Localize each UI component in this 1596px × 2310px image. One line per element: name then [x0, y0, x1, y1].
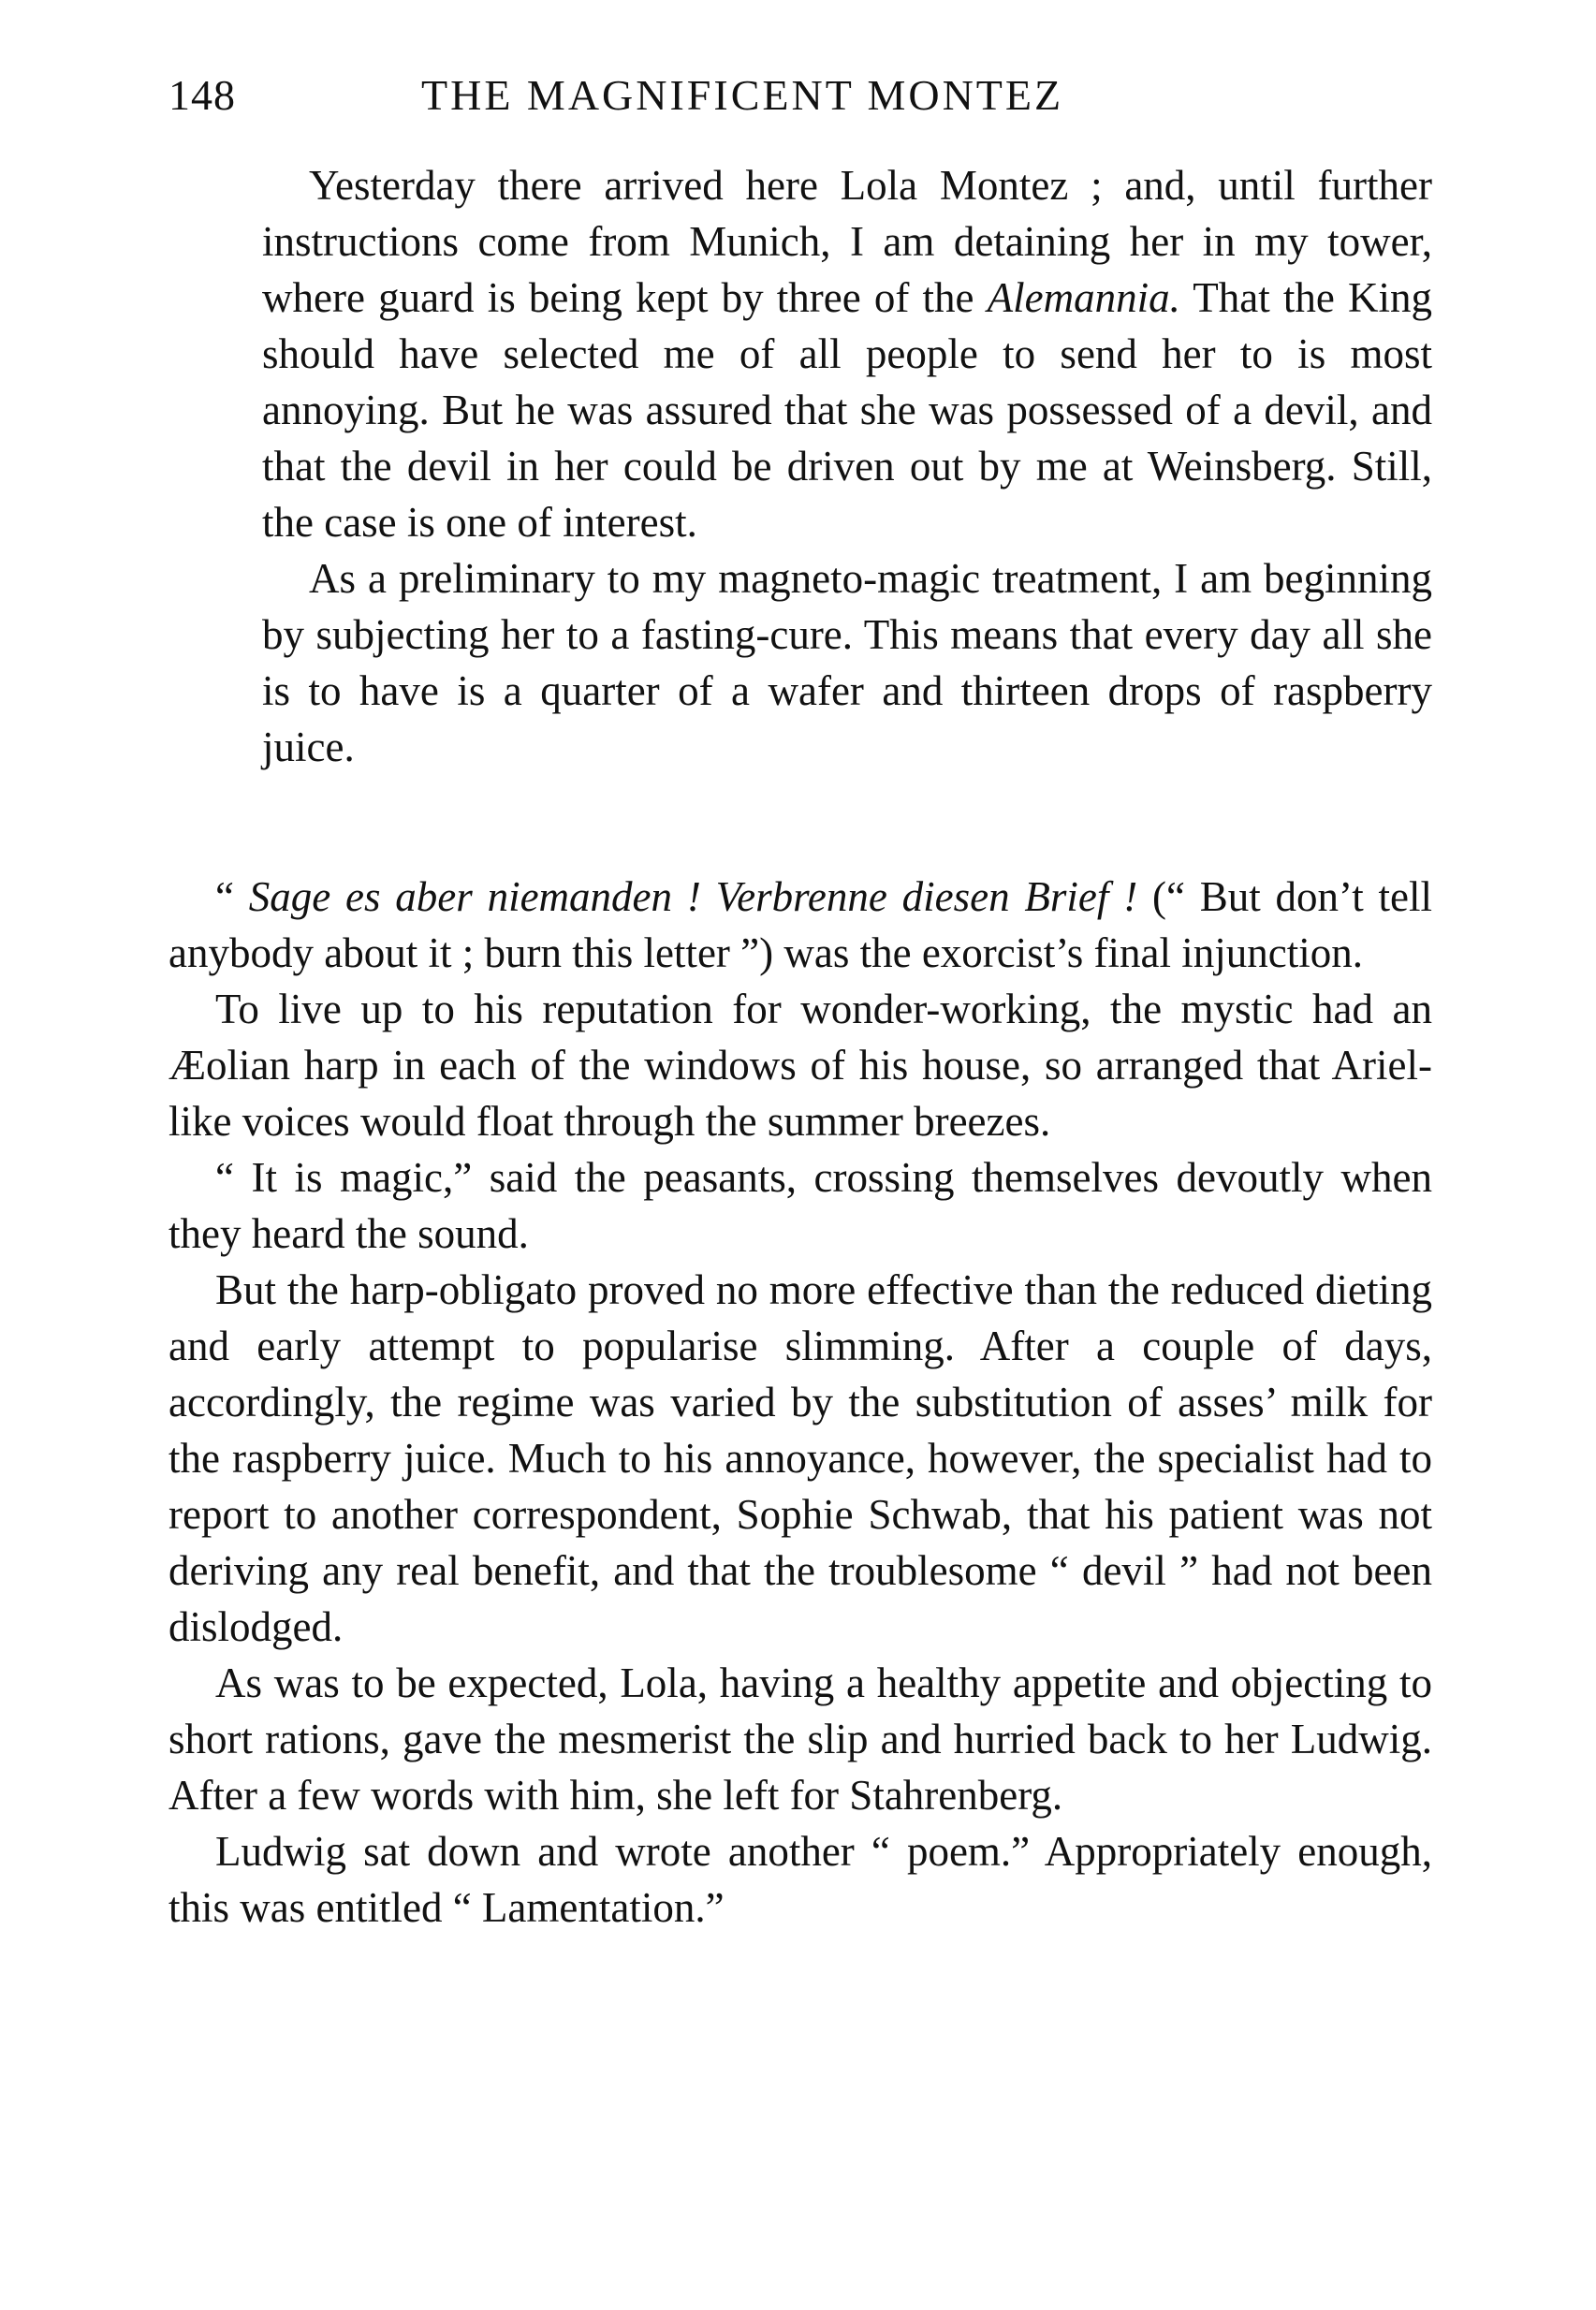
quote-text: Yesterday there arrived here Lola Montez ; and, until further instructions come from Munich, I am detaining her in my tower, where guard is being kept by three of the [262, 162, 1432, 321]
body-paragraph-4: But the harp-obligato proved no more effective than the reduced dieting and early attempt to popularise slimming. After a couple of days, accordingly, the regime was varied by the substitution of asses’ milk for the raspberry juice. Much to his annoyance, however, the specialist had to report to another correspondent, Sophie Schwab, that his patient was not deriving any real benefit, and that the troublesome “ devil ” had not been dislodged. [168, 1266, 1432, 1650]
body-paragraph-3: “ It is magic,” said the peasants, crossing themselves devoutly when they heard the sound. [168, 1154, 1432, 1257]
german-quote: Sage es aber niemanden ! Verbrenne diesen Brief ! [248, 873, 1138, 920]
running-title: THE MAGNIFICENT MONTEZ [421, 71, 1064, 119]
quote-paragraph-1 [262, 157, 1432, 550]
body-text [168, 869, 1432, 1936]
quote-paragraph-2: As a preliminary to my magneto-magic treatment, I am beginning by subjecting her to a fasting-cure. This means that every day all she is to have is a quarter of a wafer and thirteen drops of raspberry juice. [262, 555, 1432, 770]
quoted-letter [262, 157, 1432, 775]
body-paragraph-2: To live up to his reputation for wonder-working, the mystic had an Æolian harp in each of the windows of his house, so arranged that Ariel-like voices would float through the summer breezes. [168, 986, 1432, 1145]
quote-text: That the King should have selected me of all people to send her to is most annoying. But he was assured that she was possessed of a devil, and that the devil in her could be driven out by me at Weinsberg. Still, the case is one of interest. [262, 274, 1432, 546]
page-header [168, 70, 1442, 145]
body-paragraph-6: Ludwig sat down and wrote another “ poem.” Appropriately enough, this was entitled “ Lamentation.” [168, 1828, 1432, 1931]
body-paragraph-5: As was to be expected, Lola, having a healthy appetite and objecting to short rations, gave the mesmerist the slip and hurried back to her Ludwig. After a few words with him, she left for Stahrenberg. [168, 1659, 1432, 1819]
page-number: 148 [168, 71, 236, 119]
open-quote: “ [215, 873, 249, 920]
body-paragraph-1 [168, 869, 1432, 981]
quote-italic-text: Alemannia. [987, 274, 1180, 321]
body-text-run: (“ But don’t tell anybody about it ; burn this letter ”) was the exorcist’s final injunction. [168, 873, 1432, 976]
